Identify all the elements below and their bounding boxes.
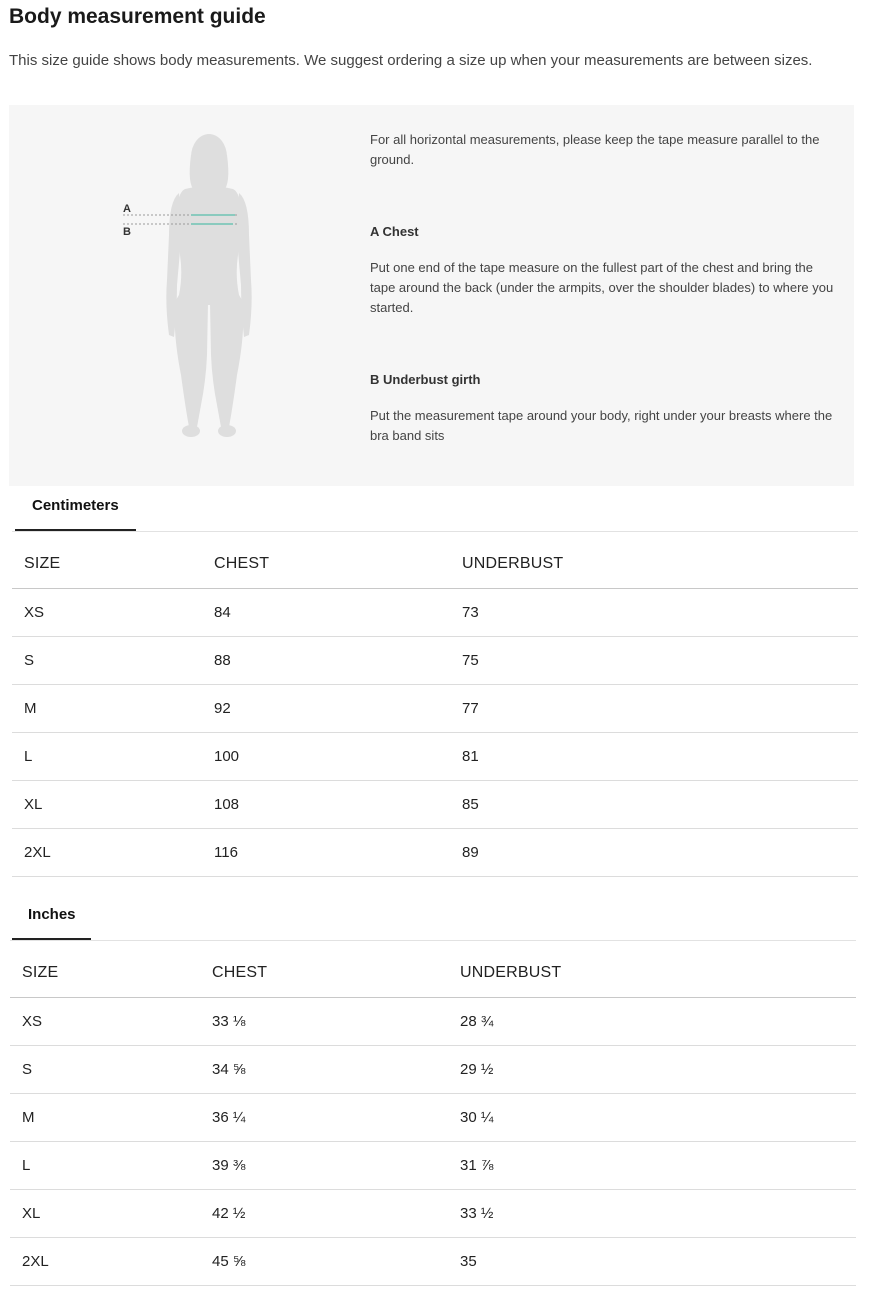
table-row: [10, 1142, 856, 1190]
chest-cell: 33 ⅛: [200, 998, 448, 1046]
chest-column-header: CHEST: [202, 540, 450, 589]
table-row: [10, 1046, 856, 1094]
chest-cell: 100: [202, 733, 450, 781]
size-cell: 2XL: [12, 829, 202, 877]
chest-cell: 45 ⅝: [200, 1238, 448, 1286]
underbust-cell: 29 ½: [448, 1046, 856, 1094]
underbust-cell: 75: [450, 637, 858, 685]
underbust-cell: 77: [450, 685, 858, 733]
tab-centimeters[interactable]: Centimeters: [32, 497, 119, 514]
table-row: [12, 733, 858, 781]
size-cell: XL: [12, 781, 202, 829]
body-silhouette-figure: [9, 105, 369, 486]
marker-b-label: B: [123, 226, 131, 238]
chest-cell: 39 ⅜: [200, 1142, 448, 1190]
table-row: [12, 685, 858, 733]
underbust-column-header: UNDERBUST: [448, 949, 856, 998]
centimeters-table: [12, 540, 858, 877]
chest-cell: 116: [202, 829, 450, 877]
intro-text: This size guide shows body measurements. We suggest ordering a size up when your measurements are between sizes.: [9, 52, 813, 69]
table-row: [10, 1190, 856, 1238]
size-cell: L: [10, 1142, 200, 1190]
chest-instructions: Put one end of the tape measure on the fullest part of the chest and bring the tape around the back (under the armpits, over the shoulder blades) to where you started.: [370, 260, 834, 315]
silhouette-icon: [166, 134, 251, 437]
table-row: [12, 829, 858, 877]
underbust-cell: 35: [448, 1238, 856, 1286]
underbust-cell: 73: [450, 589, 858, 637]
underbust-cell: 28 ¾: [448, 998, 856, 1046]
chest-cell: 36 ¼: [200, 1094, 448, 1142]
page-title: Body measurement guide: [9, 5, 266, 28]
size-cell: L: [12, 733, 202, 781]
size-column-header: SIZE: [12, 540, 202, 589]
size-cell: 2XL: [10, 1238, 200, 1286]
chest-cell: 42 ½: [200, 1190, 448, 1238]
chest-cell: 34 ⅝: [200, 1046, 448, 1094]
size-cell: XS: [12, 589, 202, 637]
inches-table: [10, 949, 856, 1286]
chest-cell: 108: [202, 781, 450, 829]
measurement-guide-panel: [9, 105, 854, 486]
underbust-cell: 30 ¼: [448, 1094, 856, 1142]
table-header-row: [10, 949, 856, 998]
size-cell: XS: [10, 998, 200, 1046]
guide-instructions: [370, 105, 840, 486]
underbust-column-header: UNDERBUST: [450, 540, 858, 589]
table-row: [12, 781, 858, 829]
inches-section: [10, 906, 856, 1286]
underbust-instructions: Put the measurement tape around your body, right under your breasts where the bra band sits: [370, 408, 833, 443]
chest-cell: 92: [202, 685, 450, 733]
underbust-cell: 33 ½: [448, 1190, 856, 1238]
table-header-row: [12, 540, 858, 589]
size-cell: XL: [10, 1190, 200, 1238]
tab-divider: [12, 531, 858, 532]
chest-heading: A Chest: [370, 224, 419, 239]
table-row: [10, 1238, 856, 1286]
size-cell: M: [12, 685, 202, 733]
marker-a-label: A: [123, 203, 131, 215]
table-row: [10, 998, 856, 1046]
underbust-cell: 31 ⅞: [448, 1142, 856, 1190]
chest-cell: 84: [202, 589, 450, 637]
underbust-cell: 81: [450, 733, 858, 781]
underbust-cell: 85: [450, 781, 858, 829]
centimeters-section: [12, 497, 858, 877]
size-cell: S: [10, 1046, 200, 1094]
tab-divider: [10, 940, 856, 941]
size-column-header: SIZE: [10, 949, 200, 998]
table-row: [12, 589, 858, 637]
tab-inches[interactable]: Inches: [28, 906, 76, 923]
table-row: [12, 637, 858, 685]
size-cell: M: [10, 1094, 200, 1142]
chest-cell: 88: [202, 637, 450, 685]
chest-column-header: CHEST: [200, 949, 448, 998]
horizontal-note: For all horizontal measurements, please keep the tape measure parallel to the ground.: [370, 132, 820, 167]
underbust-heading: B Underbust girth: [370, 372, 481, 387]
table-row: [10, 1094, 856, 1142]
underbust-cell: 89: [450, 829, 858, 877]
size-cell: S: [12, 637, 202, 685]
